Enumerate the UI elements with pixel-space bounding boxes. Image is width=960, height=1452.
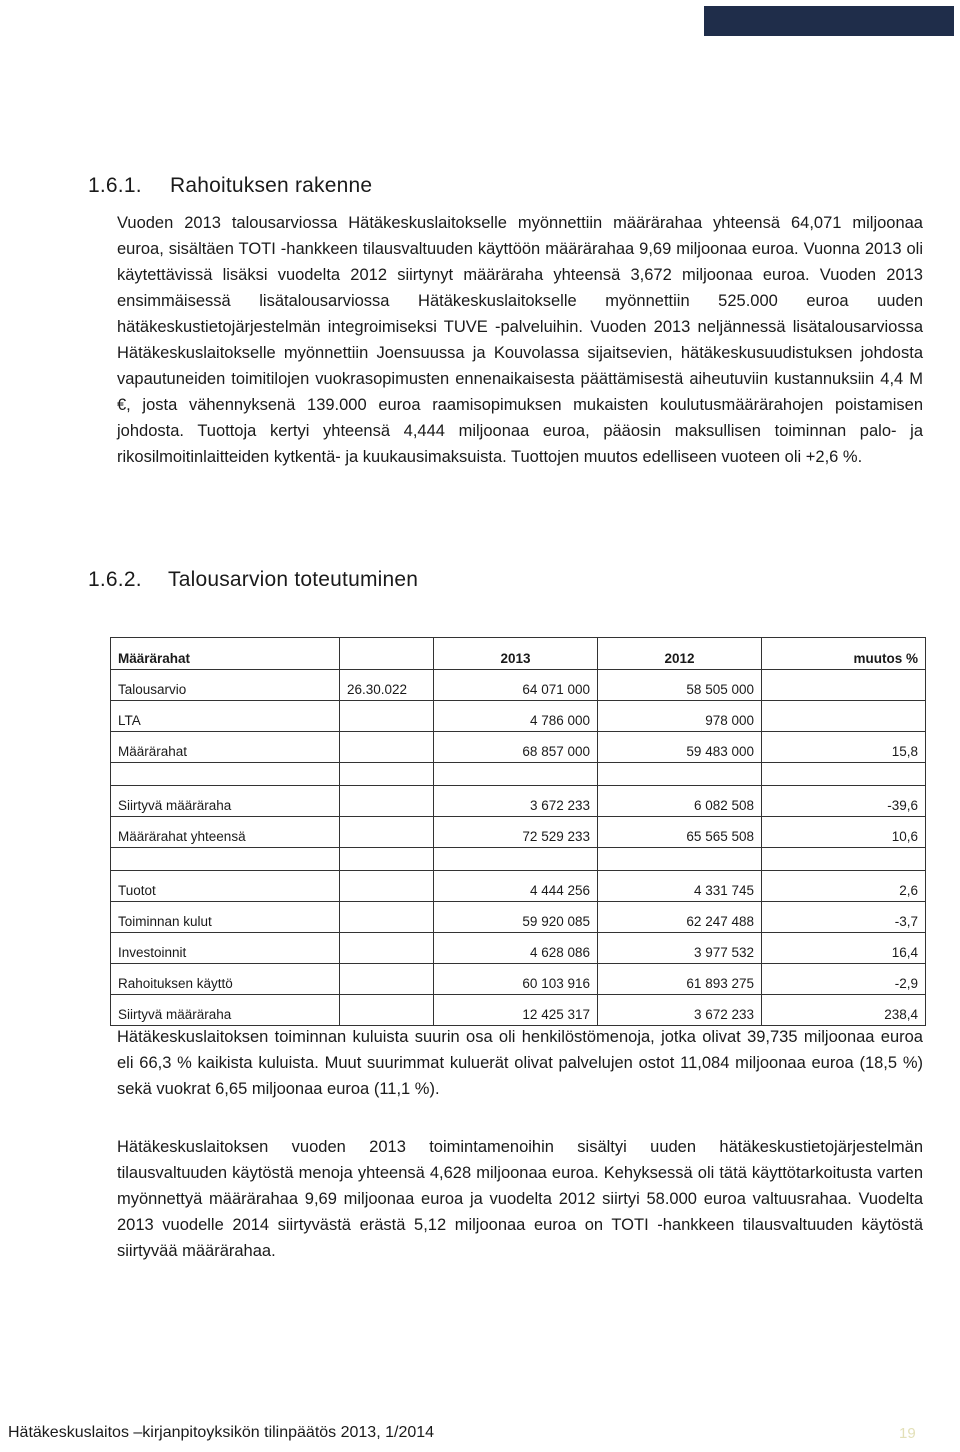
expenses-paragraph: Hätäkeskuslaitoksen toiminnan kuluista suurin osa oli henkilöstömenoja, jotka olivat 39,735 miljoonaa euroa eli 66,3 % kaikista kuluista. Muut suurimmat kuluerät olivat palvelujen ostot 11,084 miljoonaa euroa (18,5 %) sekä vuokrat 6,65 miljoonaa euroa (11,1 %). [117, 1028, 923, 1098]
row-label: Siirtyvä määräraha [111, 786, 340, 817]
table-header-row [111, 638, 926, 670]
table-spacer-row [111, 848, 926, 871]
row-2013: 59 920 085 [434, 902, 598, 933]
header-cell-2013: 2013 [434, 638, 598, 670]
row-extra [340, 701, 434, 732]
row-2012: 978 000 [598, 701, 762, 732]
row-2013: 4 628 086 [434, 933, 598, 964]
row-label: Määrärahat yhteensä [111, 817, 340, 848]
row-extra [340, 933, 434, 964]
spacer-cell [111, 763, 340, 786]
spacer-cell [762, 763, 926, 786]
row-2013: 72 529 233 [434, 817, 598, 848]
row-2012: 62 247 488 [598, 902, 762, 933]
row-extra: 26.30.022 [340, 670, 434, 701]
row-extra [340, 817, 434, 848]
row-2012: 59 483 000 [598, 732, 762, 763]
table-row [111, 964, 926, 995]
row-2012: 3 977 532 [598, 933, 762, 964]
table-row [111, 902, 926, 933]
row-extra [340, 902, 434, 933]
spacer-cell [340, 848, 434, 871]
table-row [111, 786, 926, 817]
table-row [111, 933, 926, 964]
row-2012: 61 893 275 [598, 964, 762, 995]
spacer-cell [434, 848, 598, 871]
header-cell-extra [340, 638, 434, 670]
row-label: Rahoituksen käyttö [111, 964, 340, 995]
row-2013: 64 071 000 [434, 670, 598, 701]
row-change: -2,9 [762, 964, 926, 995]
row-change [762, 701, 926, 732]
header-cell-label: Määrärahat [111, 638, 340, 670]
row-label: Talousarvio [111, 670, 340, 701]
row-2013: 3 672 233 [434, 786, 598, 817]
section-heading-1-6-1 [88, 174, 372, 198]
row-2012: 4 331 745 [598, 871, 762, 902]
toti-paragraph: Hätäkeskuslaitoksen vuoden 2013 toimintamenoihin sisältyi uuden hätäkeskustietojärjestelmän tilausvaltuuden käytöstä menoja yhteensä 4,628 miljoonaa euroa. Kehyksessä oli tätä käyttötarkoitusta varten myönnettyä määrärahaa 9,69 miljoonaa euroa ja vuodelta 2012 siirtyi 58.000 euroa valtuusrahaa. Vuodelta 2013 vuodelle 2014 siirtyvästä erästä 5,12 miljoonaa euroa on TOTI -hankkeen tilausvaltuuden käytöstä siirtyvää määrärahaa. [117, 1138, 923, 1260]
spacer-cell [762, 848, 926, 871]
row-2013: 4 444 256 [434, 871, 598, 902]
spacer-cell [111, 848, 340, 871]
row-extra [340, 964, 434, 995]
row-label: Siirtyvä määräraha [111, 995, 340, 1026]
row-extra [340, 732, 434, 763]
row-2012: 65 565 508 [598, 817, 762, 848]
row-label: LTA [111, 701, 340, 732]
section-heading-1-6-2 [88, 568, 418, 592]
row-change: 2,6 [762, 871, 926, 902]
row-2012: 3 672 233 [598, 995, 762, 1026]
budget-table [110, 637, 926, 1026]
footer-text: Hätäkeskuslaitos –kirjanpitoyksikön tilinpäätös 2013, 1/2014 [8, 1424, 435, 1441]
table-row [111, 817, 926, 848]
header-cell-2012: 2012 [598, 638, 762, 670]
row-change: 15,8 [762, 732, 926, 763]
row-extra [340, 995, 434, 1026]
table-row [111, 732, 926, 763]
row-change: 238,4 [762, 995, 926, 1026]
row-label: Tuotot [111, 871, 340, 902]
table-row [111, 670, 926, 701]
section-title: Rahoituksen rakenne [170, 174, 373, 197]
row-label: Investoinnit [111, 933, 340, 964]
row-2013: 12 425 317 [434, 995, 598, 1026]
row-label: Toiminnan kulut [111, 902, 340, 933]
row-label: Määrärahat [111, 732, 340, 763]
row-change: 16,4 [762, 933, 926, 964]
spacer-cell [340, 763, 434, 786]
row-extra [340, 871, 434, 902]
row-extra [340, 786, 434, 817]
row-change: -3,7 [762, 902, 926, 933]
row-change: -39,6 [762, 786, 926, 817]
row-2012: 6 082 508 [598, 786, 762, 817]
row-2013: 60 103 916 [434, 964, 598, 995]
row-change [762, 670, 926, 701]
financing-structure-paragraph: Vuoden 2013 talousarviossa Hätäkeskuslaitokselle myönnettiin määrärahaa yhteensä 64,071 miljoonaa euroa, sisältäen TOTI -hankkeen tilausvaltuuden käyttöön määrärahaa 9,69 miljoonaa euroa. Vuonna 2013 oli käytettävissä lisäksi vuodelta 2012 siirtynyt määräraha yhteensä 3,672 miljoonaa euroa. Vuoden 2013 ensimmäisessä lisätalousarviossa Hätäkeskuslaitokselle myönnettiin 525.000 euroa uuden hätäkeskustietojärjestelmän integroimiseksi TUVE -palveluihin. Vuoden 2013 neljännessä lisätalousarviossa Hätäkeskuslaitokselle myönnettiin Joensuussa ja Kouvolassa sijaitsevien, hätäkeskusuudistuksen johdosta vapautuneiden toimitilojen vuokrasopimusten ennenaikaisesta päättämisestä aiheutuviin kustannuksiin 4,4 M €, josta vähennyksenä 139.000 euroa raamisopimuksen mukaisten koulutusmäärärahojen poistamisen johdosta. Tuottoja kertyi yhteensä 4,444 miljoonaa euroa, pääosin maksullisen toiminnan palo- ja rikosilmoitinlaitteiden kytkentä- ja kuukausimaksuista. Tuottojen muutos edelliseen vuoteen oli +2,6 %. [117, 214, 923, 466]
row-change: 10,6 [762, 817, 926, 848]
spacer-cell [598, 763, 762, 786]
spacer-cell [598, 848, 762, 871]
section-number: 1.6.1. [88, 174, 142, 197]
row-2012: 58 505 000 [598, 670, 762, 701]
page-number: 19 [899, 1425, 916, 1442]
table-row [111, 701, 926, 732]
section-number: 1.6.2. [88, 568, 142, 591]
table-spacer-row [111, 763, 926, 786]
spacer-cell [434, 763, 598, 786]
header-cell-change: muutos % [762, 638, 926, 670]
section-title: Talousarvion toteutuminen [168, 568, 419, 591]
row-2013: 68 857 000 [434, 732, 598, 763]
table-row [111, 995, 926, 1026]
table-row [111, 871, 926, 902]
row-2013: 4 786 000 [434, 701, 598, 732]
header-bar [704, 6, 954, 36]
